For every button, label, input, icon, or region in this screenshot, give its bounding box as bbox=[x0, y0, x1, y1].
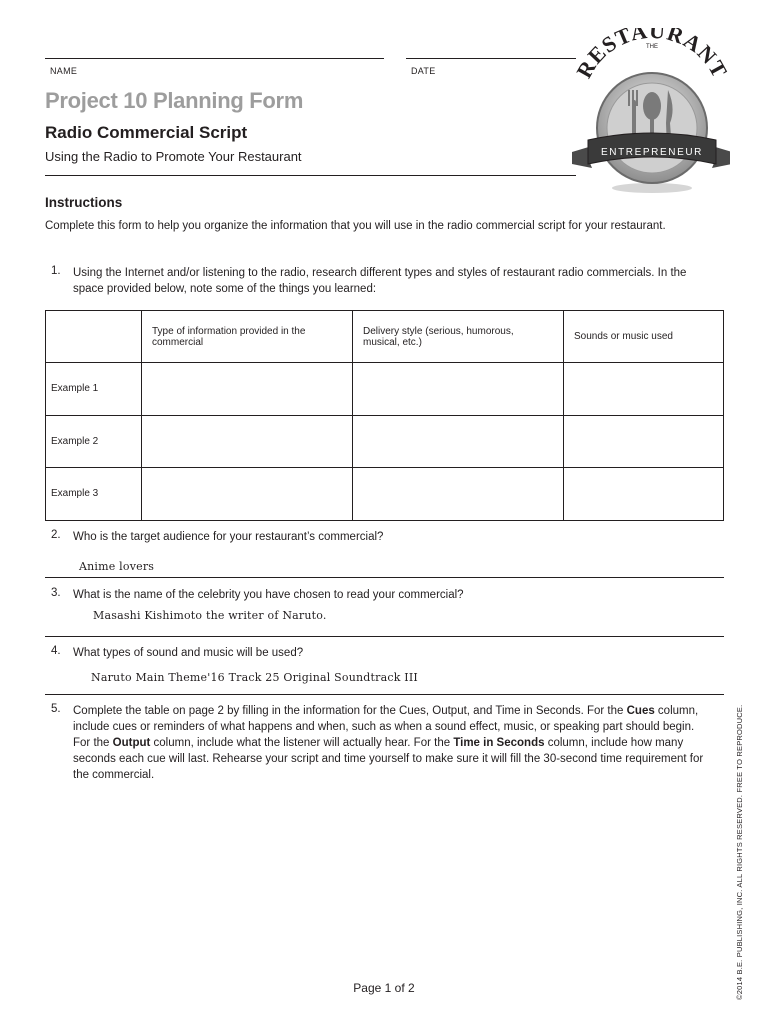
table-cell[interactable] bbox=[142, 415, 353, 468]
table-corner-cell bbox=[46, 311, 142, 363]
q2-answer[interactable]: Anime lovers bbox=[79, 560, 155, 573]
q5-cues-emphasis: Cues bbox=[626, 705, 655, 717]
logo-the-text: THE bbox=[646, 44, 658, 50]
q5-text-line1 bbox=[73, 703, 698, 719]
table-row bbox=[46, 468, 724, 521]
table-header-delivery-style: Delivery style (serious, humorous, musical, etc.) bbox=[353, 311, 564, 363]
logo-restaurant-text: RESTAURANT bbox=[571, 28, 730, 83]
q3-text: What is the name of the celebrity you have chosen to read your commercial? bbox=[73, 589, 464, 601]
q5-text-part: column, include how many bbox=[544, 737, 684, 749]
page-title: Project 10 Planning Form bbox=[45, 88, 304, 113]
q4-text: What types of sound and music will be used? bbox=[73, 647, 304, 659]
date-field-line bbox=[406, 58, 576, 59]
table-cell[interactable] bbox=[353, 415, 564, 468]
table-row bbox=[46, 363, 724, 416]
restaurant-entrepreneur-logo bbox=[570, 28, 730, 198]
q2-number: 2. bbox=[51, 529, 61, 541]
q1-text-line2: space provided below, note some of the things you learned: bbox=[73, 283, 377, 295]
q5-text-line5: the commercial. bbox=[73, 769, 155, 781]
q5-output-emphasis: Output bbox=[112, 737, 151, 749]
page-number: Page 1 of 2 bbox=[353, 981, 415, 995]
table-header-row bbox=[46, 311, 724, 363]
q4-number: 4. bbox=[51, 645, 61, 657]
copyright-notice: ©2014 B.E. PUBLISHING, INC. ALL RIGHTS RESERVED. FREE TO REPRODUCE. bbox=[735, 704, 744, 1000]
table-cell[interactable] bbox=[353, 468, 564, 521]
form-subtitle: Radio Commercial Script bbox=[45, 123, 248, 142]
instructions-heading: Instructions bbox=[45, 195, 123, 210]
q3-answer-line bbox=[45, 636, 724, 637]
header-divider bbox=[45, 175, 576, 176]
q3-number: 3. bbox=[51, 587, 61, 599]
examples-table bbox=[45, 310, 724, 521]
q2-text: Who is the target audience for your restaurant’s commercial? bbox=[73, 531, 384, 543]
q2-answer-line bbox=[45, 577, 724, 578]
q5-number: 5. bbox=[51, 703, 61, 715]
q5-text-line2: include cues or reminders of what happens and when, such as when a sound effect, music, or speaking part should begin. bbox=[73, 721, 695, 733]
q5-time-emphasis: Time in Seconds bbox=[453, 737, 545, 749]
q1-text-line1: Using the Internet and/or listening to the radio, research different types and styles of restaurant radio commercials. In the bbox=[73, 267, 687, 279]
table-cell[interactable] bbox=[564, 468, 724, 521]
table-header-info-type: Type of information provided in the commercial bbox=[142, 311, 353, 363]
table-cell[interactable] bbox=[142, 363, 353, 416]
q3-answer[interactable]: Masashi Kishimoto the writer of Naruto. bbox=[93, 609, 327, 622]
q4-answer[interactable]: Naruto Main Theme'16 Track 25 Original Soundtrack III bbox=[91, 671, 418, 684]
instructions-text: Complete this form to help you organize the information that you will use in the radio commercial script for your restaurant. bbox=[45, 220, 666, 232]
row-label-example-3: Example 3 bbox=[46, 468, 142, 521]
table-cell[interactable] bbox=[353, 363, 564, 416]
q5-text-part: Complete the table on page 2 by filling in the information for the Cues, Output, and Time in Seconds. For the bbox=[73, 705, 627, 717]
date-label: DATE bbox=[411, 66, 436, 76]
q5-text-part: column, bbox=[654, 705, 699, 717]
q1-number: 1. bbox=[51, 265, 61, 277]
table-row bbox=[46, 415, 724, 468]
logo-graphic bbox=[570, 28, 730, 198]
q5-text-line4: seconds each cue will last. Rehearse your script and time yourself to make sure it will fill the 30-second time requirement for bbox=[73, 753, 704, 765]
name-field-line bbox=[45, 58, 384, 59]
q5-text-part: For the bbox=[73, 737, 113, 749]
q4-answer-line bbox=[45, 694, 724, 695]
row-label-example-1: Example 1 bbox=[46, 363, 142, 416]
table-header-sounds-music: Sounds or music used bbox=[564, 311, 724, 363]
q5-text-part: column, include what the listener will actually hear. For the bbox=[150, 737, 454, 749]
logo-entrepreneur-text: ENTREPRENEUR bbox=[601, 147, 703, 158]
row-label-example-2: Example 2 bbox=[46, 415, 142, 468]
name-label: NAME bbox=[50, 66, 78, 76]
form-tagline: Using the Radio to Promote Your Restaurant bbox=[45, 149, 302, 164]
table-cell[interactable] bbox=[564, 363, 724, 416]
table-cell[interactable] bbox=[142, 468, 353, 521]
table-cell[interactable] bbox=[564, 415, 724, 468]
q5-text-line3 bbox=[73, 735, 683, 751]
